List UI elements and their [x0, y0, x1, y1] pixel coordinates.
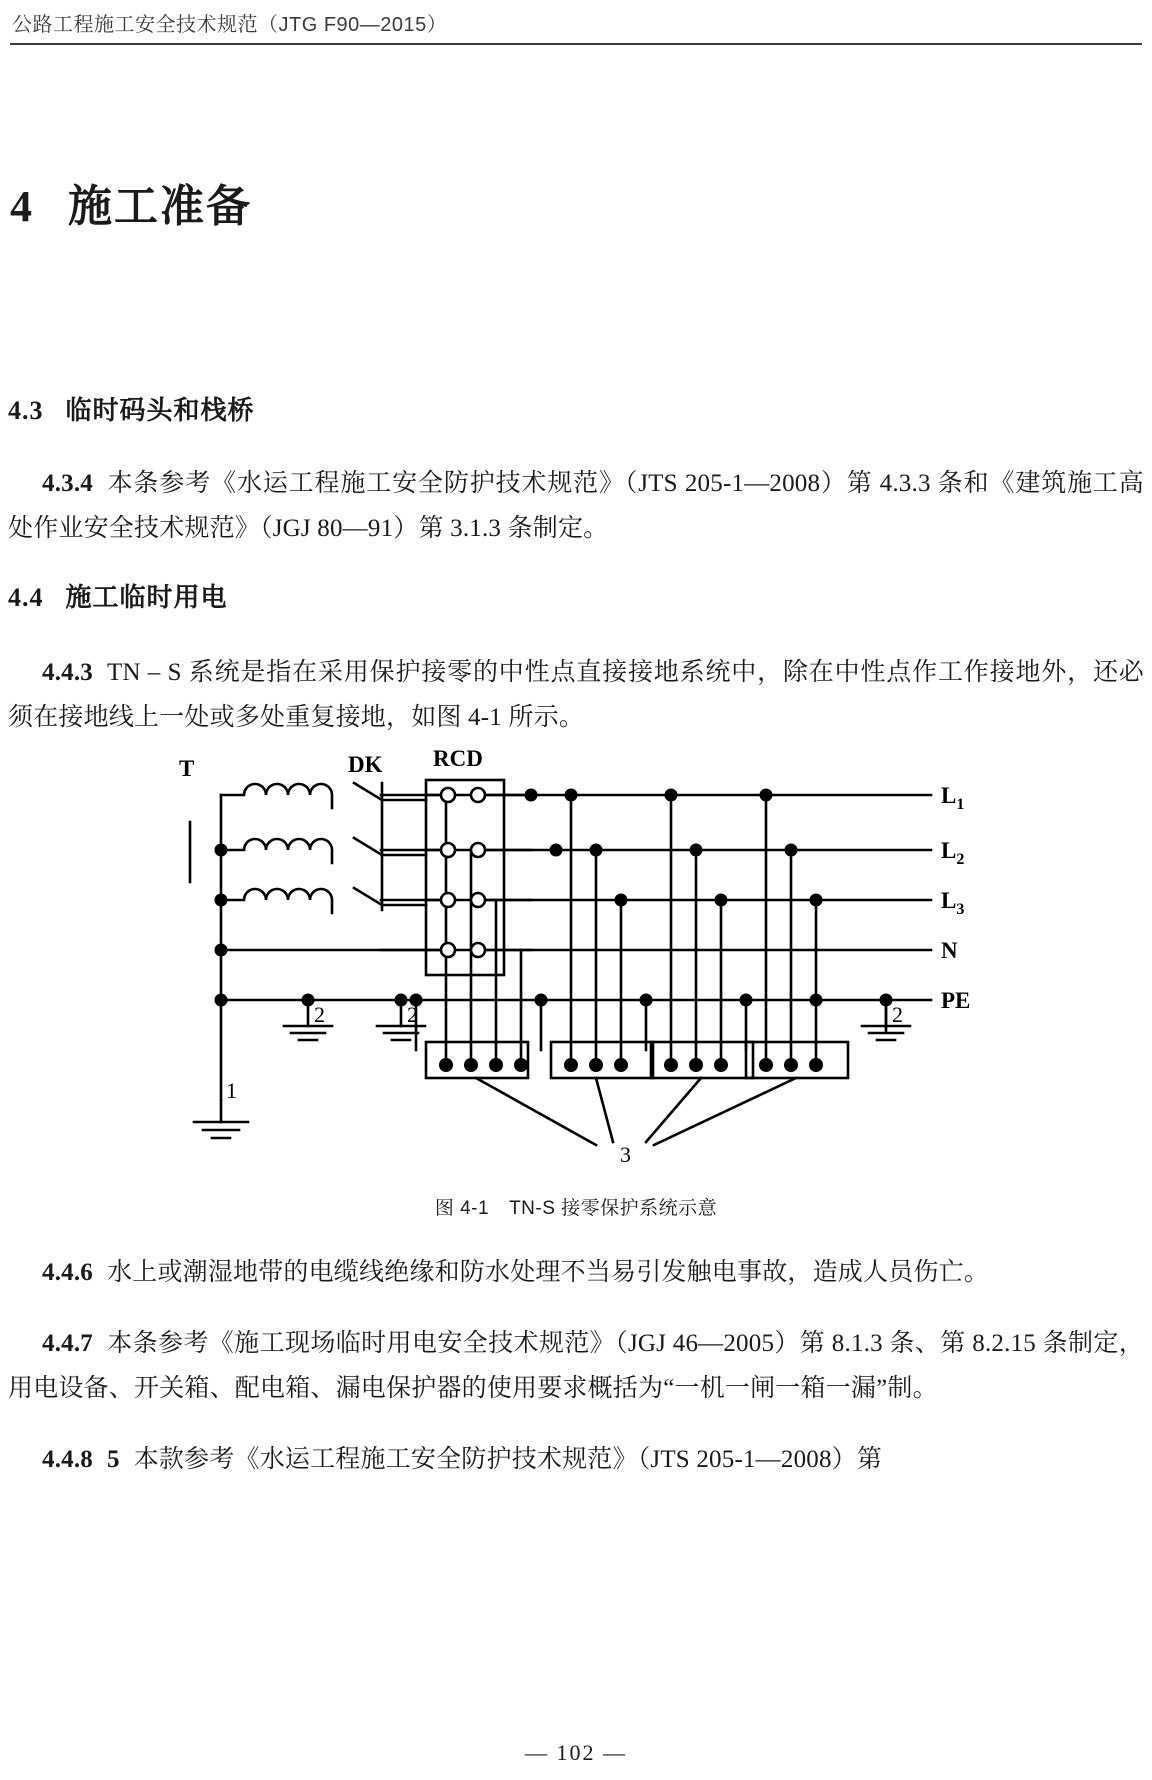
- clause-number-4-4-3: 4.4.3: [42, 659, 93, 686]
- clause-4-4-3: [8, 650, 1144, 740]
- figure-caption-title: TN-S 接零保护系统示意: [509, 1198, 718, 1219]
- clause-text-4-4-3: TN – S 系统是指在采用保护接零的中性点直接接地系统中，除在中性点作工作接地外，还必须在接地线上一处或多处重复接地，如图 4-1 所示。: [8, 659, 1144, 731]
- clause-number-4-4-7: 4.4.7: [42, 1330, 93, 1357]
- section-number-4-4: 4.4: [8, 583, 44, 612]
- callout-equipment: 3: [620, 1142, 631, 1167]
- section-number-4-3: 4.3: [8, 396, 44, 425]
- label-dk: DK: [348, 752, 383, 777]
- leader-3-d: [654, 1078, 796, 1145]
- chapter-heading: [10, 170, 252, 234]
- figure-4-1: [8, 750, 1144, 1220]
- clause-text-4-4-8: 本款参考《水运工程施工安全防护技术规范》（JTS 205-1—2008）第: [133, 1446, 883, 1473]
- header-divider: [10, 43, 1142, 45]
- label-l2: [941, 838, 964, 868]
- clause-text-4-4-7: 本条参考《施工现场临时用电安全技术规范》（JGJ 46—2005）第 8.1.3 条、第 8.2.15 条制定，用电设备、开关箱、配电箱、漏电保护器的使用要求概括为“一机一闸一箱一漏”制。: [8, 1330, 1144, 1402]
- callout-repeat-earth-c: 2: [892, 1002, 903, 1027]
- page-content: [0, 390, 1152, 1482]
- page-footer: [0, 1740, 1152, 1766]
- section-heading-4-3: [8, 390, 1144, 427]
- label-rcd: RCD: [433, 750, 483, 771]
- tn-s-circuit-diagram: [126, 750, 1026, 1180]
- leader-3-c: [646, 1078, 701, 1142]
- label-l2-sub: 2: [956, 851, 965, 868]
- dk-blade-1: [354, 783, 382, 800]
- label-l1: [941, 783, 964, 813]
- section-heading-4-4: [8, 577, 1144, 614]
- clause-text-4-3-4: 本条参考《水运工程施工安全防护技术规范》（JTS 205-1—2008）第 4.3.3 条和《建筑施工高处作业安全技术规范》（JGJ 80—91）第 3.1.3 条制定。: [8, 470, 1144, 542]
- clause-4-3-4: [8, 461, 1144, 551]
- clause-number-4-3-4: 4.3.4: [42, 470, 93, 497]
- clause-4-4-6: [8, 1250, 1144, 1295]
- clause-4-4-8: [8, 1437, 1144, 1482]
- dk-blade-2: [354, 838, 382, 855]
- clause-number-4-4-6: 4.4.6: [42, 1259, 93, 1286]
- rcd-enclosure: [426, 780, 504, 975]
- label-pe: PE: [941, 988, 971, 1013]
- running-header: [0, 8, 1152, 45]
- chapter-number: 4: [10, 182, 34, 231]
- clause-number-4-4-8: 4.4.8: [42, 1446, 93, 1473]
- figure-caption: [8, 1193, 1144, 1220]
- dk-blade-3: [354, 888, 382, 905]
- section-title-4-3: 临时码头和栈桥: [65, 396, 255, 425]
- leader-3-b: [596, 1078, 613, 1142]
- section-title-4-4: 施工临时用电: [65, 583, 228, 612]
- rcd-contact-pairs: [441, 788, 485, 957]
- label-l2-main: L: [941, 838, 957, 863]
- figure-caption-label: 图 4-1: [434, 1198, 490, 1219]
- label-l3-main: L: [941, 888, 957, 913]
- transformer-coil-1: [221, 784, 332, 808]
- transformer-coil-3: [221, 889, 332, 913]
- label-l3-sub: 3: [956, 901, 965, 918]
- callout-repeat-earth-a: 2: [314, 1002, 325, 1027]
- label-transformer: T: [179, 756, 195, 781]
- callout-repeat-earth-b: 2: [407, 1002, 418, 1027]
- running-header-title: 公路工程施工安全技术规范（JTG F90—2015）: [12, 14, 448, 36]
- clause-text-4-4-6: 水上或潮湿地带的电缆线绝缘和防水处理不当易引发触电事故，造成人员伤亡。: [107, 1259, 990, 1286]
- chapter-title: 施工准备: [68, 182, 252, 231]
- label-l1-sub: 1: [956, 796, 965, 813]
- transformer-coil-2: [221, 839, 332, 863]
- callout-working-earth: 1: [226, 1078, 237, 1103]
- label-n: N: [941, 938, 958, 963]
- page-number: — 102 —: [525, 1740, 627, 1765]
- clause-item-4-4-8: 5: [107, 1446, 120, 1473]
- leader-3-a: [476, 1078, 596, 1145]
- clause-4-4-7: [8, 1321, 1144, 1411]
- label-l1-main: L: [941, 783, 957, 808]
- label-l3: [941, 888, 964, 918]
